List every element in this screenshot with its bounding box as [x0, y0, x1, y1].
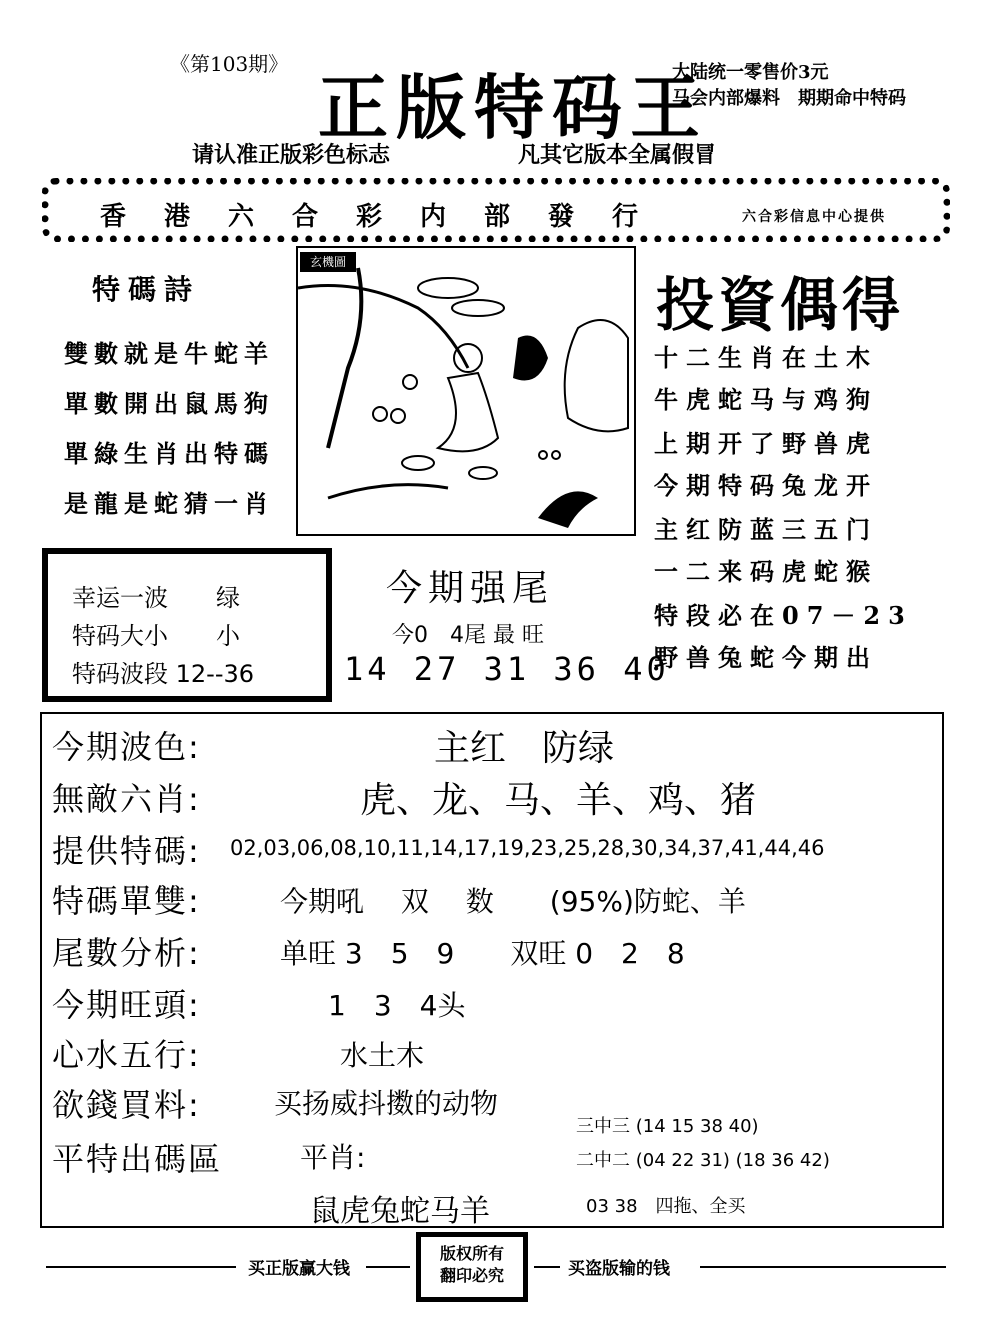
- page-title: 正版特码王: [318, 67, 708, 149]
- row-value: 今期吼 双 数 (95%)防蛇、羊: [280, 885, 746, 918]
- notice-right: 凡其它版本全属假冒: [518, 142, 717, 168]
- lucky-range: 特码波段 12--36: [72, 660, 255, 688]
- footer-divider: [534, 1266, 560, 1268]
- poem-line: 單數開出鼠馬狗: [64, 389, 274, 418]
- row-label: 無敵六肖:: [52, 780, 201, 818]
- notice-left: 请认准正版彩色标志: [192, 142, 391, 168]
- riddle-picture: [296, 246, 636, 536]
- invest-line: 今期特码兔龙开: [654, 471, 878, 500]
- pingxiao-value: 鼠虎兔蛇马羊: [310, 1194, 490, 1229]
- footer-divider: [46, 1266, 236, 1268]
- lucky-wave: 幸运一波 绿: [72, 584, 240, 612]
- strong-tail-numbers: 14 27 31 36 40: [344, 650, 670, 688]
- row-value: 单旺 3 5 9 双旺 0 2 8: [280, 937, 685, 970]
- issue-number: 《第103期》: [170, 52, 289, 76]
- row-value: 买扬威抖擞的动物: [274, 1087, 499, 1120]
- poem-line: 單綠生肖出特碼: [64, 439, 274, 468]
- pingxiao-label: 平肖:: [300, 1141, 366, 1174]
- si-tuo: 03 38 四拖、全买: [586, 1196, 746, 1217]
- banner-note: 六合彩信息中心提供: [742, 209, 886, 225]
- er-zhong-er: 二中二 (04 22 31) (18 36 42): [576, 1150, 830, 1171]
- stamp-line: 版权所有: [439, 1244, 504, 1263]
- invest-title: 投資偶得: [656, 271, 905, 339]
- invest-line: 主红防蓝三五门: [654, 515, 878, 544]
- price-text: 大陆统一零售价3元: [672, 62, 829, 83]
- sage-illustration: [298, 248, 634, 534]
- poem-title: 特碼詩: [92, 273, 201, 306]
- row-value: 水土木: [340, 1039, 425, 1072]
- strong-tail-sub: 今0 4尾 最 旺: [392, 623, 544, 648]
- slogan-text: 马会内部爆料 期期命中特码: [672, 88, 906, 109]
- poem-line: 是龍是蛇猜一肖: [64, 489, 274, 518]
- invest-line: 野兽兔蛇今期出: [654, 643, 878, 672]
- picture-label: 玄機圖: [300, 252, 356, 272]
- copyright-stamp: [416, 1232, 528, 1302]
- invest-line: 一二来码虎蛇猴: [654, 557, 878, 586]
- row-value: 主红 防绿: [434, 728, 615, 769]
- row-label: 今期旺頭:: [52, 986, 201, 1024]
- row-label: 心水五行:: [52, 1036, 201, 1074]
- lucky-size: 特码大小 小: [72, 622, 240, 650]
- poem-line: 雙數就是牛蛇羊: [64, 339, 274, 368]
- row-value: 02,03,06,08,10,11,14,17,19,23,25,28,30,34,37,41,44,46: [230, 836, 825, 860]
- strong-tail-title: 今期强尾: [386, 568, 555, 609]
- invest-line: 上期开了野兽虎: [654, 429, 878, 458]
- row-label: 提供特碼:: [52, 832, 201, 870]
- invest-line: 牛虎蛇马与鸡狗: [654, 385, 878, 414]
- invest-line: 特段必在07－23: [654, 601, 913, 630]
- row-label: 今期波色:: [52, 728, 201, 766]
- banner-text: 香港六合彩内部發行: [100, 202, 677, 232]
- row-label: 平特出碼區: [52, 1140, 223, 1178]
- footer-divider: [366, 1266, 410, 1268]
- stamp-line: 翻印必究: [439, 1266, 504, 1285]
- footer-divider: [700, 1266, 946, 1268]
- row-label: 欲錢買料:: [52, 1086, 201, 1124]
- footer-left-text: 买正版赢大钱: [248, 1259, 350, 1279]
- row-label: 尾數分析:: [52, 934, 201, 972]
- row-label: 特碼單雙:: [52, 882, 201, 920]
- san-zhong-san: 三中三 (14 15 38 40): [576, 1116, 759, 1137]
- row-value: 虎、龙、马、羊、鸡、猪: [360, 780, 757, 821]
- row-value: 1 3 4头: [328, 989, 466, 1022]
- invest-line: 十二生肖在土木: [654, 343, 878, 372]
- footer-right-text: 买盗版输的钱: [568, 1259, 670, 1279]
